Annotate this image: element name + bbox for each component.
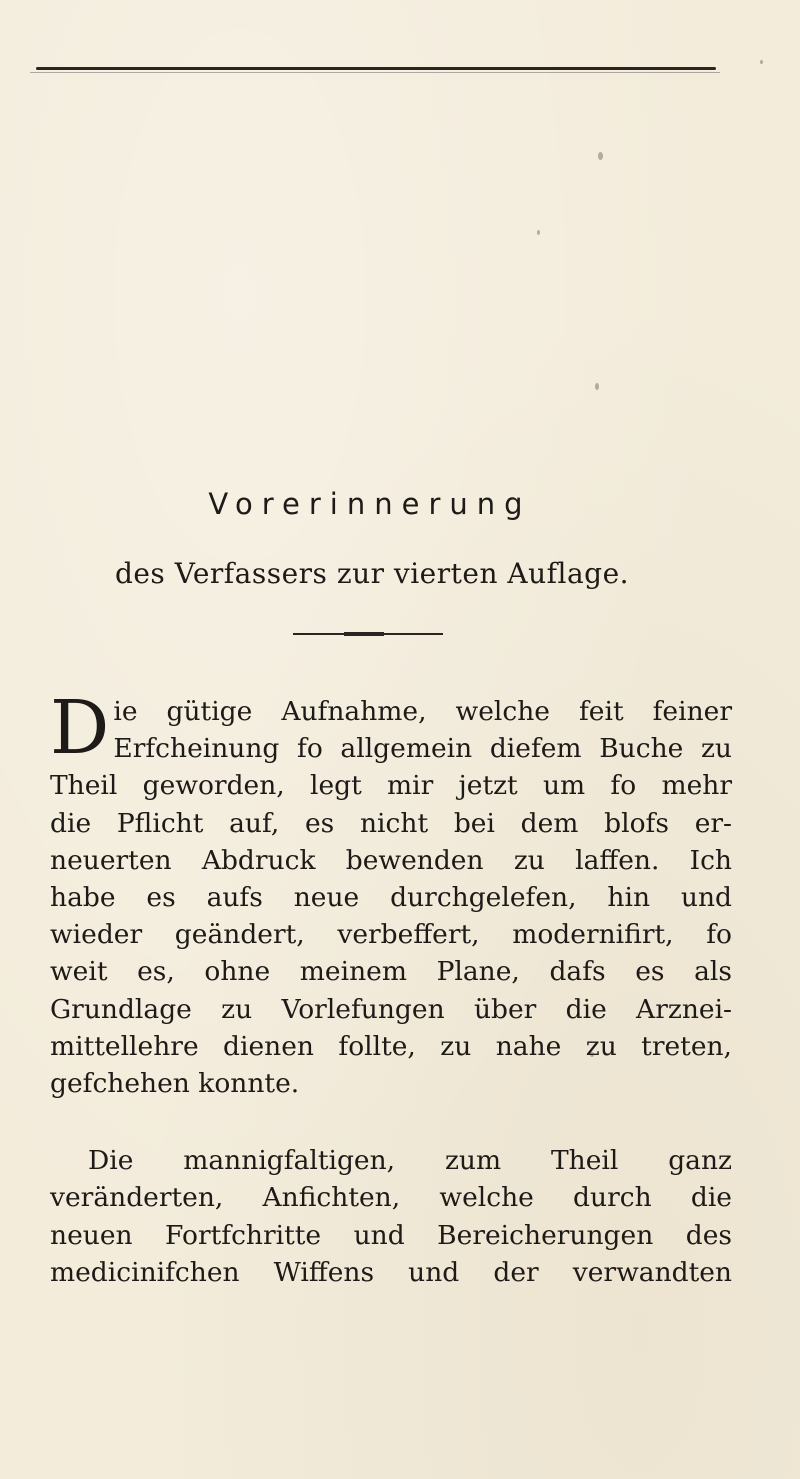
text-line: mittellehre dienen follte, zu nahe zu treten,	[50, 1030, 732, 1062]
paper-speck	[595, 383, 599, 390]
body-text	[50, 685, 732, 1291]
text-line: weit es, ohne meinem Plane, dafs es als	[50, 956, 732, 988]
text-line: veränderten, Anfichten, welche durch die	[50, 1182, 732, 1214]
section-divider-ornament	[344, 632, 384, 636]
drop-cap: D	[50, 685, 110, 771]
text-line: Grundlage zu Vorlefungen über die Arznei-	[50, 993, 732, 1025]
page-subheading: des Verfassers zur vierten Auflage.	[114, 557, 630, 590]
paper-speck	[598, 152, 603, 160]
text-line: Theil geworden, legt mir jetzt um fo mehr	[50, 770, 732, 802]
text-line: neuen Fortfchritte und Bereicherungen des	[50, 1219, 732, 1251]
text-line: ie gütige Aufnahme, welche feit feiner	[113, 696, 732, 727]
paper-speck	[760, 60, 763, 64]
text-line: medicinifchen Wiffens und der verwandten	[50, 1256, 732, 1288]
page-heading: Vorerinnerung	[208, 487, 532, 521]
text-line: Erfcheinung fo allgemein diefem Buche zu	[113, 733, 732, 765]
top-decorative-rule	[36, 67, 716, 70]
paper-speck	[590, 1052, 594, 1057]
text-line: die Pflicht auf, es nicht bei dem blofs er-	[50, 807, 732, 839]
text-line: habe es aufs neue durchgelefen, hin und	[50, 882, 732, 914]
text-line: gefchehen konnte.	[50, 1068, 300, 1100]
paragraph-1	[50, 685, 732, 1102]
paragraph-2	[50, 1142, 732, 1291]
text-line: Die mannigfaltigen, zum Theil ganz	[88, 1145, 732, 1177]
top-decorative-rule-shadow	[30, 72, 720, 73]
paper-speck	[537, 230, 540, 235]
text-line: wieder geändert, verbeffert, modernifirt, fo	[50, 919, 732, 951]
text-line: neuerten Abdruck bewenden zu laffen. Ich	[50, 844, 732, 876]
